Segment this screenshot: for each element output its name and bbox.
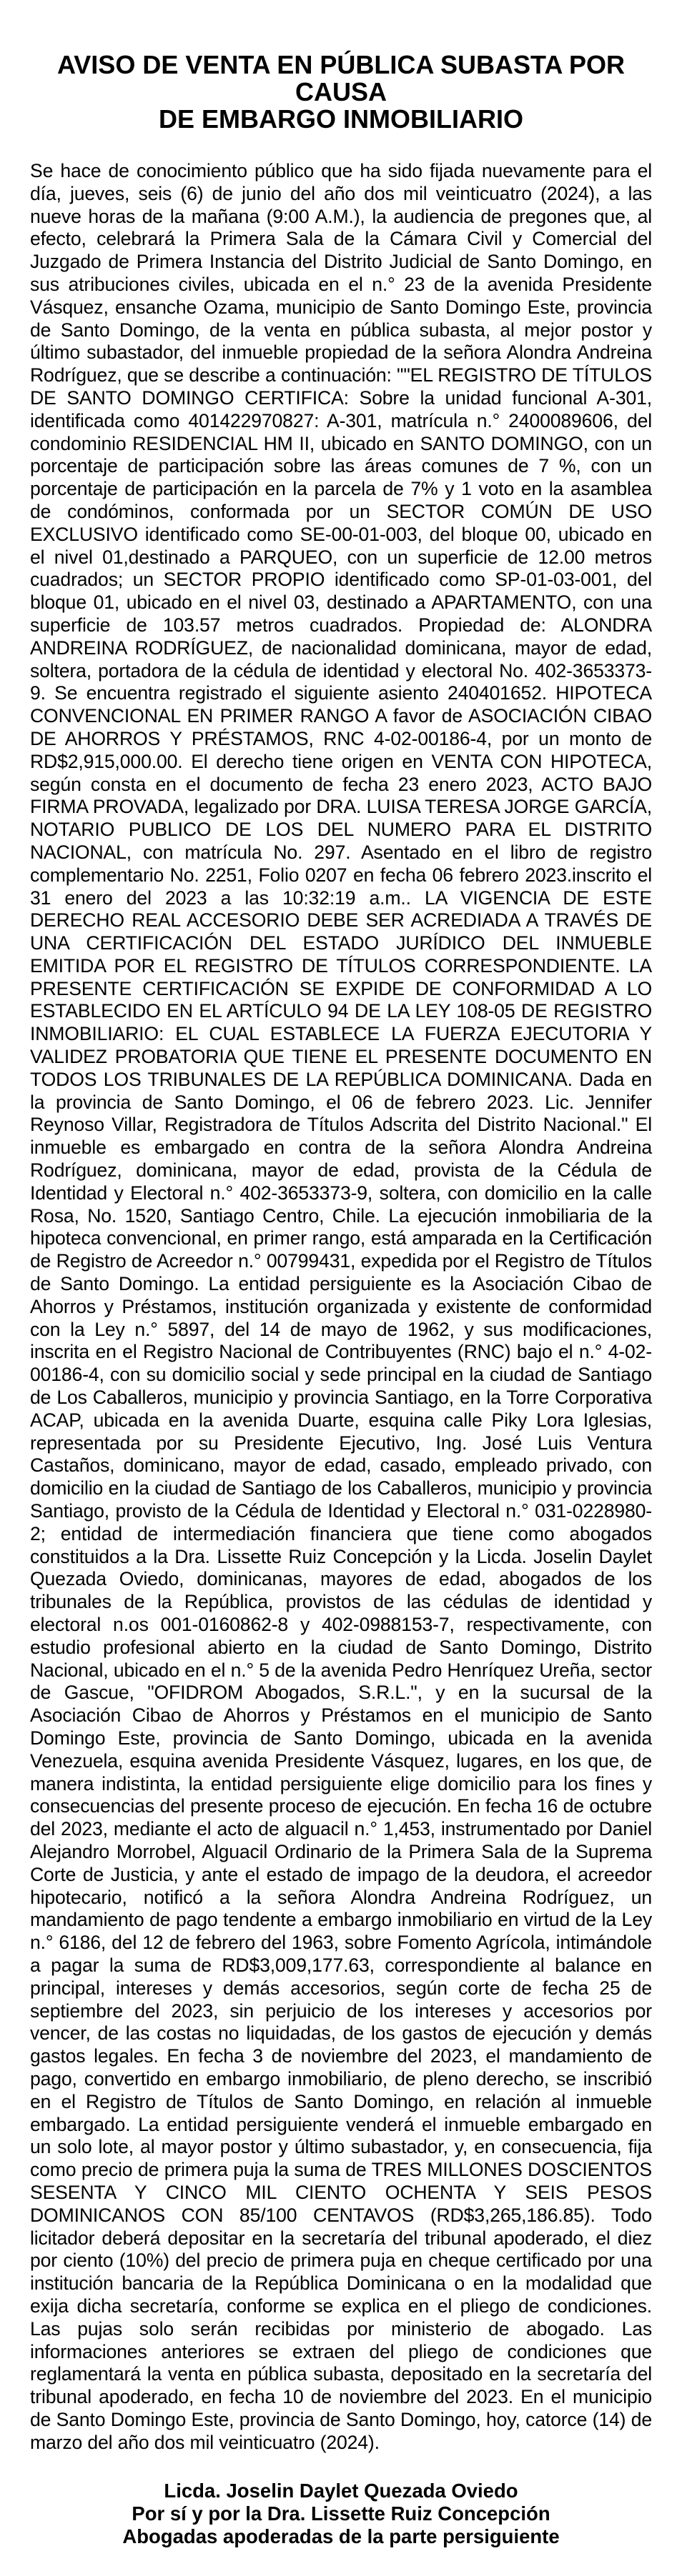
signature-block	[30, 2480, 652, 2548]
notice-title-line-1: AVISO DE VENTA EN PÚBLICA SUBASTA POR CAUSA	[56, 50, 626, 106]
notice-body: Se hace de conocimiento público que ha sido fijada nuevamente para el día, jueves, seis (6) de junio del año dos mil veinticuatro (2024), a las nueve horas de la mañana (9:00 A.M.), la audiencia de pregones que, al efecto, celebrará la Primera Sala de la Cámara Civil y Comercial del Juzgado de Primera Instancia del Distrito Judicial de Santo Domingo, en sus atribuciones civiles, ubicada en el n.° 23 de la avenida Presidente Vásquez, ensanche Ozama, municipio de Santo Domingo Este, provincia de Santo Domingo, de la venta en pública subasta, al mejor postor y último subastador, del inmueble propiedad de la señora Alondra Andreina Rodríguez, que se describe a continuación: ""EL REGISTRO DE TÍTULOS DE SANTO DOMINGO CERTIFICA: Sobre la unidad funcional A-301, identificada como 401422970827: A-301, matrícula n.° 2400089606, del condominio RESIDENCIAL HM II, ubicado en SANTO DOMINGO, con un porcentaje de participación sobre las áreas comunes de 7 %, con un porcentaje de participación en la parcela de 7% y 1 voto en la asamblea de condóminos, conformada por un SECTOR COMÚN DE USO EXCLUSIVO identificado como SE-00-01-003, del bloque 00, ubicado en el nivel 01,destinado a PARQUEO, con un superficie de 12.00 metros cuadrados; un SECTOR PROPIO identificado como SP-01-03-001, del bloque 01, ubicado en el nivel 03, destinado a APARTAMENTO, con una superficie de 103.57 metros cuadrados. Propiedad de: ALONDRA ANDREINA RODRÍGUEZ, de nacionalidad dominicana, mayor de edad, soltera, portadora de la cédula de identidad y electoral No. 402-3653373-9. Se encuentra registrado el siguiente asiento 240401652. HIPOTECA CONVENCIONAL EN PRIMER RANGO A favor de ASOCIACIÓN CIBAO DE AHORROS Y PRÉSTAMOS, RNC 4-02-00186-4, por un monto de RD$2,915,000.00. El derecho tiene origen en VENTA CON HIPOTECA, según consta en el documento de fecha 23 enero 2023, ACTO BAJO FIRMA PROVADA, legalizado por DRA. LUISA TERESA JORGE GARCÍA, NOTARIO PUBLICO DE LOS DEL NUMERO PARA EL DISTRITO NACIONAL, con matrícula No. 297. Asentado en el libro de registro complementario No. 2251, Folio 0207 en fecha 06 febrero 2023.inscrito el 31 enero del 2023 a las 10:32:19 a.m.. LA VIGENCIA DE ESTE DERECHO REAL ACCESORIO DEBE SER ACREDIADA A TRAVÉS DE UNA CERTIFICACIÓN DEL ESTADO JURÍDICO DEL INMUEBLE EMITIDA POR EL REGISTRO DE TÍTULOS CORRESPONDIENTE. LA PRESENTE CERTIFICACIÓN SE EXPIDE DE CONFORMIDAD A LO ESTABLECIDO EN EL ARTÍCULO 94 DE LA LEY 108-05 DE REGISTRO INMOBILIARIO: EL CUAL ESTABLECE LA FUERZA EJECUTORIA Y VALIDEZ PROBATORIA QUE TIENE EL PRESENTE DOCUMENTO EN TODOS LOS TRIBUNALES DE LA REPÚBLICA DOMINICANA. Dada en la provincia de Santo Domingo, el 06 de febrero 2023. Lic. Jennifer Reynoso Villar, Registradora de Títulos Adscrita del Distrito Nacional." El inmueble es embargado en contra de la señora Alondra Andreina Rodríguez, dominicana, mayor de edad, provista de la Cédula de Identidad y Electoral n.° 402-3653373-9, soltera, con domicilio en la calle Rosa, No. 1520, Santiago Centro, Chile. La ejecución inmobiliaria de la hipoteca convencional, en primer rango, está amparada en la Certificación de Registro de Acreedor n.° 00799431, expedida por el Registro de Títulos de Santo Domingo. La entidad persiguiente es la Asociación Cibao de Ahorros y Préstamos, institución organizada y existente de conformidad con la Ley n.° 5897, del 14 de mayo de 1962, y sus modificaciones, inscrita en el Registro Nacional de Contribuyentes (RNC) bajo el n.° 4-02-00186-4, con su domicilio social y sede principal en la ciudad de Santiago de Los Caballeros, municipio y provincia Santiago, en la Torre Corporativa ACAP, ubicada en la avenida Duarte, esquina calle Piky Lora Iglesias, representada por su Presidente Ejecutivo, Ing. José Luis Ventura Castaños, dominicano, mayor de edad, casado, empleado privado, con domicilio en la ciudad de Santiago de los Caballeros, municipio y provincia Santiago, provisto de la Cédula de Identidad y Electoral n.° 031-0228980-2; entidad de intermediación financiera que tiene como abogados constituidos a la Dra. Lissette Ruiz Concepción y la Licda. Joselin Daylet Quezada Oviedo, dominicanas, mayores de edad, abogados de los tribunales de la República, provistos de las cédulas de identidad y electoral n.os 001-0160862-8 y 402-0988153-7, respectivamente, con estudio profesional abierto en la ciudad de Santo Domingo, Distrito Nacional, ubicado en el n.° 5 de la avenida Pedro Henríquez Ureña, sector de Gascue, "OFIDROM Abogados, S.R.L.", y en la sucursal de la Asociación Cibao de Ahorros y Préstamos en el municipio de Santo Domingo Este, provincia de Santo Domingo, ubicada en la avenida Venezuela, esquina avenida Presidente Vásquez, lugares, en los que, de manera indistinta, la entidad persiguiente elige domicilio para los fines y consecuencias del presente proceso de ejecución. En fecha 16 de octubre del 2023, mediante el acto de alguacil n.° 1,453, instrumentado por Daniel Alejandro Morrobel, Alguacil Ordinario de la Primera Sala de la Suprema Corte de Justicia, y ante el estado de impago de la deudora, el acreedor hipotecario, notificó a la señora Alondra Andreina Rodríguez, un mandamiento de pago tendente a embargo inmobiliario en virtud de la Ley n.° 6186, del 12 de febrero del 1963, sobre Fomento Agrícola, intimándole a pagar la suma de RD$3,009,177.63, correspondiente al balance en principal, intereses y demás accesorios, según corte de fecha 25 de septiembre del 2023, sin perjuicio de los intereses y accesorios por vencer, de las costas no liquidadas, de los gastos de ejecución y demás gastos legales. En fecha 3 de noviembre del 2023, el mandamiento de pago, convertido en embargo inmobiliario, de pleno derecho, se inscribió en el Registro de Títulos de Santo Domingo, en relación al inmueble embargado. La entidad persiguiente venderá el inmueble embargado en un solo lote, al mayor postor y último subastador, y, en consecuencia, fija como precio de primera puja la suma de TRES MILLONES DOSCIENTOS SESENTA Y CINCO MIL CIENTO OCHENTA Y SEIS PESOS DOMINICANOS CON 85/100 CENTAVOS (RD$3,265,186.85). Todo licitador deberá depositar en la secretaría del tribunal apoderado, el diez por ciento (10%) del precio de primera puja en cheque certificado por una institución bancaria de la República Dominicana o en la modalidad que exija dicha secretaría, conforme se explica en el pliego de condiciones. Las pujas solo serán recibidas por ministerio de abogado. Las informaciones anteriores se extraen del pliego de condiciones que reglamentará la venta en pública subasta, depositado en la secretaría del tribunal apoderado, en fecha 10 de noviembre del 2023. En el municipio de Santo Domingo Este, provincia de Santo Domingo, hoy, catorce (14) de marzo del año dos mil veinticuatro (2024).	[30, 160, 652, 2453]
signature-name: Licda. Joselin Daylet Quezada Oviedo	[164, 2480, 518, 2502]
notice-title	[30, 51, 652, 133]
notice-title-line-2: DE EMBARGO INMOBILIARIO	[159, 104, 523, 134]
signature-on-behalf: Por sí y por la Dra. Lissette Ruiz Concepción	[132, 2502, 550, 2525]
signature-role: Abogadas apoderadas de la parte persiguiente	[122, 2525, 560, 2548]
